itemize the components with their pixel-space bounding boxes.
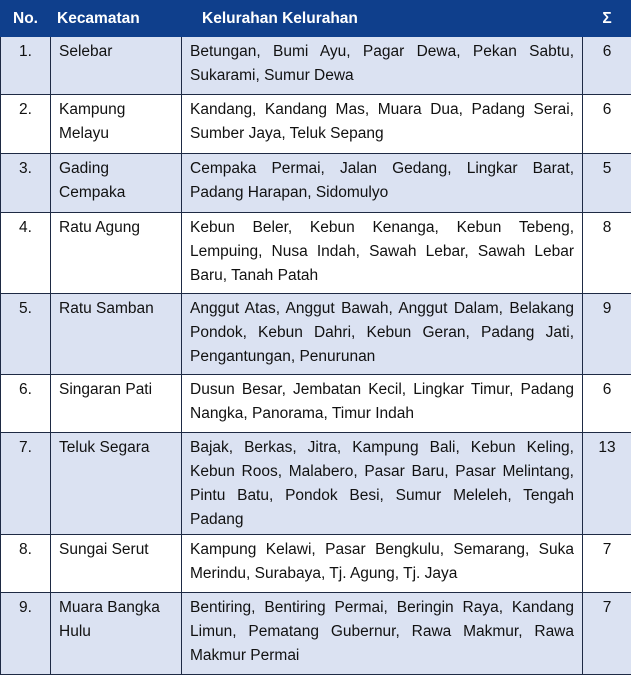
row-kelurahan: Kandang, Kandang Mas, Muara Dua, Padang Serai, Sumber Jaya, Teluk Sepang [182,95,583,154]
row-kecamatan: Muara Bangka Hulu [51,593,182,675]
table-row [1,213,631,294]
row-kecamatan: Ratu Samban [51,294,182,375]
header-no: No. [1,1,51,37]
row-count: 6 [583,95,631,154]
row-kelurahan: Cempaka Permai, Jalan Gedang, Lingkar Barat, Padang Harapan, Sidomulyo [182,154,583,213]
header-sum: Σ [583,1,631,37]
row-no: 7. [1,433,51,535]
row-kelurahan: Bentiring, Bentiring Permai, Beringin Raya, Kandang Limun, Pematang Gubernur, Rawa Makmur, Rawa Makmur Permai [182,593,583,675]
table-row [1,154,631,213]
row-kelurahan: Bajak, Berkas, Jitra, Kampung Bali, Kebun Keling, Kebun Roos, Malabero, Pasar Baru, Pasar Melintang, Pintu Batu, Pondok Besi, Sumur Meleleh, Tengah Padang [182,433,583,535]
row-kecamatan: Teluk Segara [51,433,182,535]
row-kelurahan: Betungan, Bumi Ayu, Pagar Dewa, Pekan Sabtu, Sukarami, Sumur Dewa [182,37,583,95]
row-count: 7 [583,535,631,593]
row-kecamatan: Sungai Serut [51,535,182,593]
row-count: 7 [583,593,631,675]
row-no: 4. [1,213,51,294]
row-count: 6 [583,375,631,433]
row-count: 9 [583,294,631,375]
table-row [1,593,631,675]
table-row [1,294,631,375]
table-row [1,535,631,593]
table-row [1,95,631,154]
row-kelurahan: Anggut Atas, Anggut Bawah, Anggut Dalam, Belakang Pondok, Kebun Dahri, Kebun Geran, Padang Jati, Pengantungan, Penurunan [182,294,583,375]
row-no: 6. [1,375,51,433]
row-no: 9. [1,593,51,675]
row-kelurahan: Kebun Beler, Kebun Kenanga, Kebun Tebeng, Lempuing, Nusa Indah, Sawah Lebar, Sawah Lebar Baru, Tanah Patah [182,213,583,294]
row-kecamatan: Ratu Agung [51,213,182,294]
row-no: 2. [1,95,51,154]
row-count: 5 [583,154,631,213]
row-kecamatan: Singaran Pati [51,375,182,433]
header-kelurahan: Kelurahan Kelurahan [182,1,583,37]
row-kelurahan: Kampung Kelawi, Pasar Bengkulu, Semarang, Suka Merindu, Surabaya, Tj. Agung, Tj. Jaya [182,535,583,593]
header-kecamatan: Kecamatan [51,1,182,37]
row-count: 8 [583,213,631,294]
header-row [1,1,631,37]
row-no: 8. [1,535,51,593]
table-row [1,375,631,433]
row-no: 3. [1,154,51,213]
row-kecamatan: Selebar [51,37,182,95]
row-kecamatan: Gading Cempaka [51,154,182,213]
table-row [1,433,631,535]
table-row [1,37,631,95]
row-no: 1. [1,37,51,95]
row-kecamatan: Kampung Melayu [51,95,182,154]
row-count: 6 [583,37,631,95]
row-no: 5. [1,294,51,375]
row-count: 13 [583,433,631,535]
row-kelurahan: Dusun Besar, Jembatan Kecil, Lingkar Timur, Padang Nangka, Panorama, Timur Indah [182,375,583,433]
